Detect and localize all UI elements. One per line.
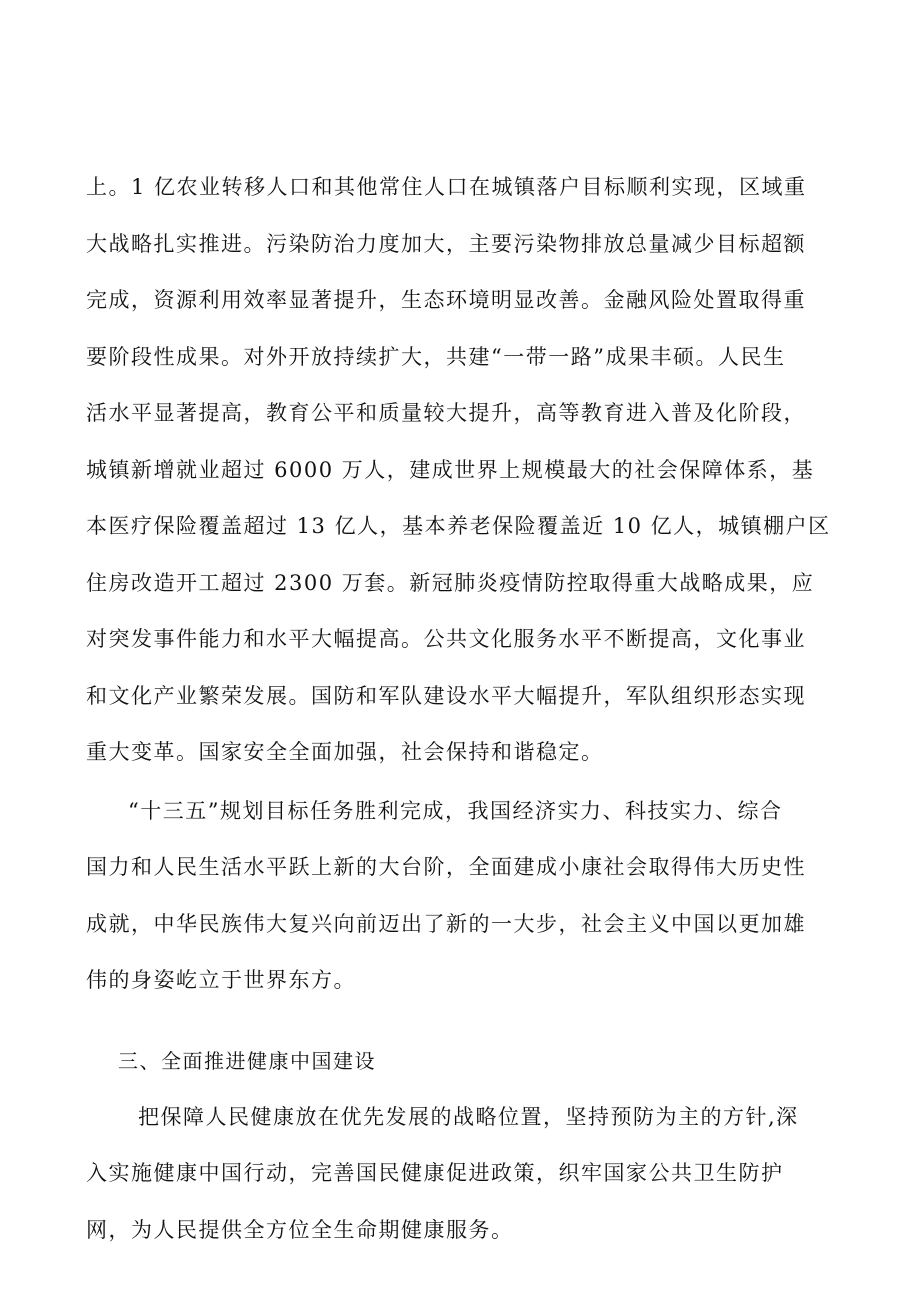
paragraph-1-line-2: 大战略扎实推进。污染防治力度加大，主要污染物排放总量减少目标超额 <box>86 232 806 256</box>
paragraph-1-line-6: 城镇新增就业超过 6000 万人，建成世界上规模最大的社会保障体系，基 <box>86 458 815 482</box>
paragraph-3-line-2: 入实施健康中国行动，完善国民健康促进政策，织牢国家公共卫生防护 <box>86 1161 784 1185</box>
paragraph-3-line-3: 网，为人民提供全方位全生命期健康服务。 <box>86 1218 514 1242</box>
paragraph-1-line-4: 要阶段性成果。对外开放持续扩大，共建“一带一路”成果丰硕。人民生 <box>86 345 786 369</box>
paragraph-1-line-1: 上。1 亿农业转移人口和其他常住人口在城镇落户目标顺利实现，区域重 <box>86 175 807 199</box>
paragraph-1-line-3: 完成，资源利用效率显著提升，生态环境明显改善。金融风险处置取得重 <box>86 288 806 312</box>
paragraph-2-line-2: 国力和人民生活水平跃上新的大台阶，全面建成小康社会取得伟大历史性 <box>86 855 806 879</box>
section-heading: 三、全面推进健康中国建设 <box>118 1049 376 1073</box>
paragraph-2-line-1: “十三五”规划目标任务胜利完成，我国经济实力、科技实力、综合 <box>128 799 783 823</box>
paragraph-2-line-4: 伟的身姿屹立于世界东方。 <box>86 968 356 992</box>
paragraph-1-line-5: 活水平显著提高，教育公平和质量较大提升，高等教育进入普及化阶段， <box>86 401 806 425</box>
paragraph-1-line-9: 对突发事件能力和水平大幅提高。公共文化服务水平不断提高，文化事业 <box>86 627 806 651</box>
paragraph-1-line-8: 住房改造开工超过 2300 万套。新冠肺炎疫情防控取得重大战略成果，应 <box>86 571 815 595</box>
paragraph-2-line-3: 成就，中华民族伟大复兴向前迈出了新的一大步，社会主义中国以更加雄 <box>86 912 806 936</box>
paragraph-1-line-7: 本医疗保险覆盖超过 13 亿人，基本养老保险覆盖近 10 亿人，城镇棚户区 <box>86 514 831 538</box>
paragraph-1-line-10: 和文化产业繁荣发展。国防和军队建设水平大幅提升，军队组织形态实现 <box>86 684 806 708</box>
paragraph-3-line-1: 把保障人民健康放在优先发展的战略位置，坚持预防为主的方针,深 <box>138 1105 799 1129</box>
paragraph-1-line-11: 重大变革。国家安全全面加强，社会保持和谐稳定。 <box>86 740 604 764</box>
